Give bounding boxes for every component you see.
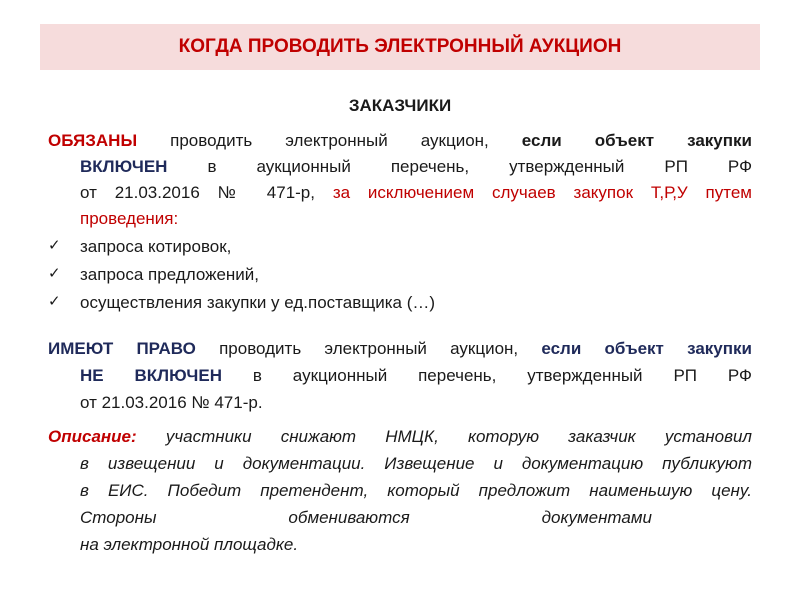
title-banner xyxy=(40,24,760,70)
obligated-line-3 xyxy=(80,182,752,204)
list-item: запроса предложений, xyxy=(80,265,260,284)
description-word: документами xyxy=(541,508,652,527)
obligated-exception-cont: проведения: xyxy=(80,209,179,228)
not-included-keyword: НЕ ВКЛЮЧЕН xyxy=(80,366,222,385)
description-line-4 xyxy=(80,507,652,529)
description-line-5: на электронной площадке. xyxy=(80,535,299,554)
description-text: участники снижают НМЦК, которую заказчик установил xyxy=(165,427,752,446)
obligated-list-text: в аукционный перечень, утвержденный РП РФ xyxy=(207,157,752,176)
obligated-text: проводить электронный аукцион, xyxy=(170,131,489,150)
entitled-line-3: от 21.03.2016 № 471-р. xyxy=(80,393,263,412)
page-title: КОГДА ПРОВОДИТЬ ЭЛЕКТРОННЫЙ АУКЦИОН xyxy=(178,36,622,57)
description-text: в ЕИС. Победит претендент, который предложит наименьшую цену. xyxy=(80,481,752,500)
obligated-line-2 xyxy=(80,156,752,178)
description-label: Описание: xyxy=(48,427,137,446)
section-subtitle: ЗАКАЗЧИКИ xyxy=(348,96,452,115)
obligated-line-1 xyxy=(48,130,752,152)
obligated-line-4 xyxy=(80,208,178,230)
entitled-line-1 xyxy=(48,338,752,360)
description-word: обмениваются xyxy=(288,508,410,527)
entitled-condition: если объект закупки xyxy=(541,339,752,358)
entitled-keyword: ИМЕЮТ ПРАВО xyxy=(48,339,196,358)
description-line-2 xyxy=(80,453,752,475)
entitled-text: проводить электронный аукцион, xyxy=(219,339,519,358)
obligated-exception: за исключением случаев закупок Т,Р,У путем xyxy=(332,183,752,202)
checkmark-icon: ✓ xyxy=(48,265,61,282)
description-text: в извещении и документации. Извещение и документацию публикуют xyxy=(80,454,752,473)
description-line-1 xyxy=(48,426,752,448)
list-item: запроса котировок, xyxy=(80,237,232,256)
obligated-condition: если объект закупки xyxy=(521,131,752,150)
included-keyword: ВКЛЮЧЕН xyxy=(80,157,168,176)
description-word: Стороны xyxy=(80,508,157,527)
description-line-3 xyxy=(80,480,752,502)
checkmark-icon: ✓ xyxy=(48,237,61,254)
obligated-keyword: ОБЯЗАНЫ xyxy=(48,131,138,150)
entitled-list-text: в аукционный перечень, утвержденный РП РФ xyxy=(252,366,752,385)
checkmark-icon: ✓ xyxy=(48,293,61,310)
obligated-decree: от 21.03.2016 № 471-р, xyxy=(80,183,315,202)
entitled-line-2 xyxy=(80,365,752,387)
list-item: осуществления закупки у ед.поставщика (…) xyxy=(80,293,436,312)
